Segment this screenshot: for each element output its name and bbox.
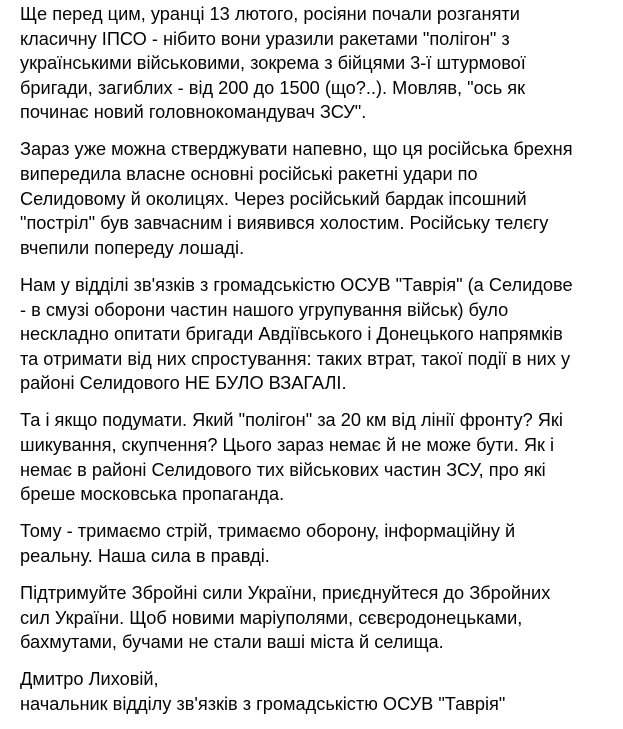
text-line: та отримати від них спростування: таких втрат, такої події в них у: [20, 348, 571, 369]
text-line: бригади, загиблих - від 200 до 1500 (що?..). Мовляв, "ось як: [20, 77, 526, 98]
text-line: вчепили попереду лошаді.: [20, 237, 245, 258]
signature-name: Дмитро Лиховій,: [20, 669, 159, 690]
text-line: класичну ІПСО - нібито вони уразили ракетами "полігон" з: [20, 28, 510, 49]
post-paragraph: [20, 408, 616, 506]
text-line: випередила власне основні російські ракетні удари по: [20, 164, 478, 185]
text-line: - в смузі оборони частин нашого угрупування військ) було: [20, 299, 509, 320]
signature-title: начальник відділу зв'язків з громадськістю ОСУВ "Таврія": [20, 693, 506, 714]
text-line: сил України. Щоб новими маріуполями, сєвєродонецьками,: [20, 607, 523, 628]
text-line: реальну. Наша сила в правді.: [20, 545, 270, 566]
text-line: Ще перед цим, уранці 13 лютого, росіяни почали розганяти: [20, 4, 520, 24]
post-paragraph: [20, 581, 616, 655]
text-line: Тому - тримаємо стрій, тримаємо оборону, інформаційну й: [20, 521, 516, 542]
text-line: бреше московська пропаганда.: [20, 484, 285, 505]
text-line: Підтримуйте Збройні сили України, приєднуйтеся до Збройних: [20, 582, 551, 603]
post-paragraph: [20, 519, 616, 568]
post-paragraph: [20, 0, 616, 125]
text-line: районі Селидового НЕ БУЛО ВЗАГАЛІ.: [20, 373, 347, 394]
text-line: Зараз уже можна стверджувати напевно, що ця російська брехня: [20, 139, 573, 160]
text-line: шикування, скупчення? Цього зараз немає й не може бути. Як і: [20, 435, 555, 455]
text-line: "постріл" був завчасним і виявився холостим. Російську телєгу: [20, 213, 549, 234]
text-line: Нам у відділі зв'язків з громадськістю ОСУВ "Таврія" (а Селидове: [20, 274, 573, 295]
text-line: українськими військовими, зокрема з бійцями 3-ї штурмової: [20, 53, 526, 74]
text-line: Та і якщо подумати. Який "полігон" за 20 км від лінії фронту? Які: [20, 410, 563, 431]
text-line: бахмутами, бучами не стали ваші міста й селища.: [20, 632, 444, 653]
post-paragraph: [20, 273, 616, 396]
post-paragraph: [20, 137, 616, 260]
post-signature: [20, 667, 616, 716]
text-line: нескладно опитати бригади Авдіївського і Донецького напрямків: [20, 324, 563, 345]
text-line: немає в районі Селидового тих військових частин ЗСУ, про які: [20, 459, 546, 480]
text-line: Селидовому й околицях. Через російський бардак іпсошний: [20, 188, 527, 209]
text-line: починає новий головнокомандувач ЗСУ".: [20, 102, 367, 123]
post-body: [20, 0, 616, 729]
